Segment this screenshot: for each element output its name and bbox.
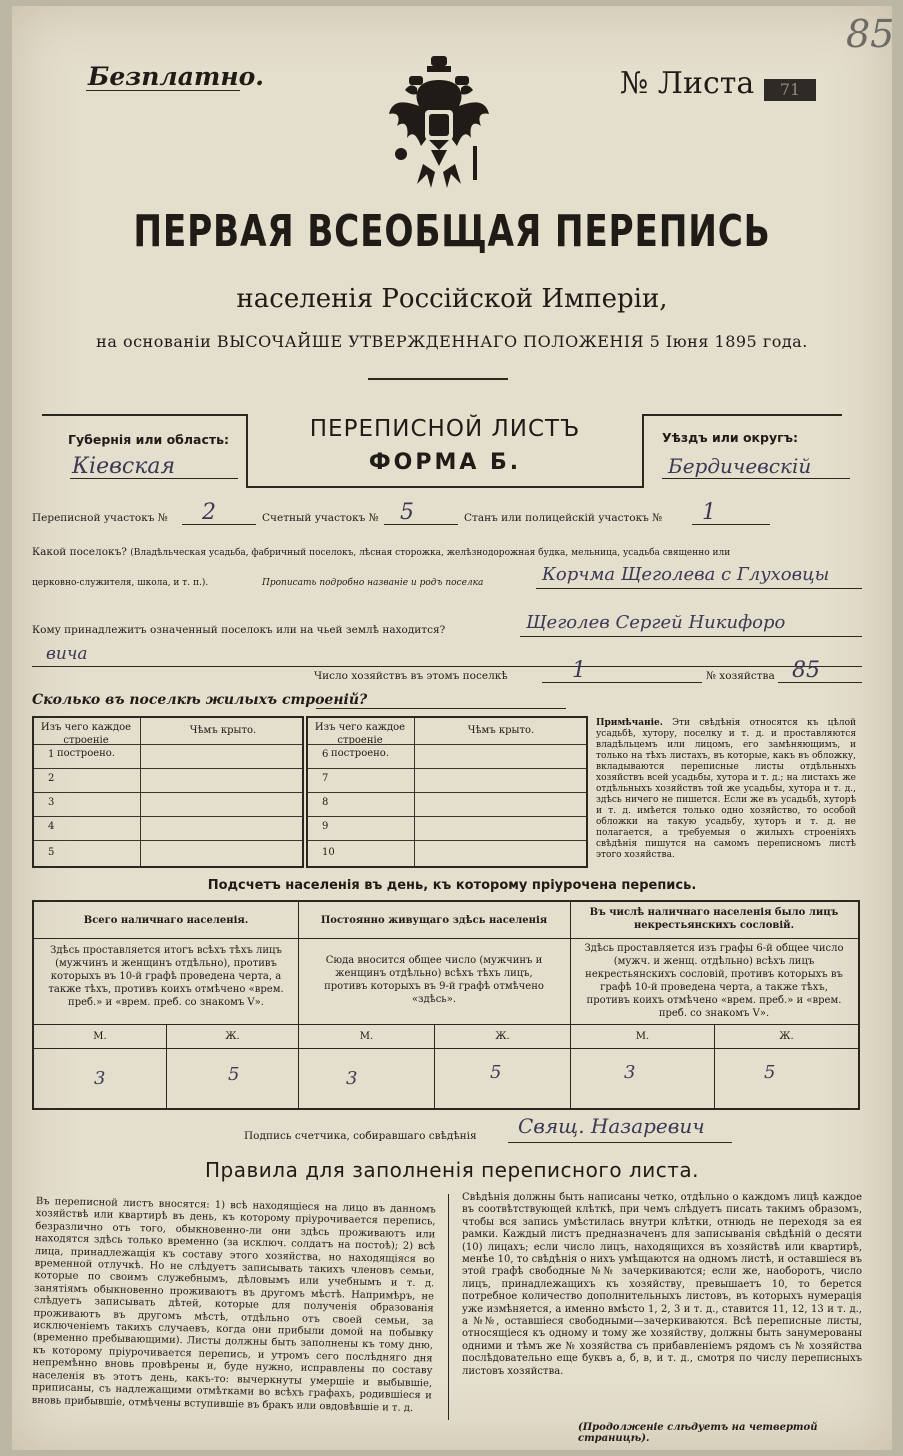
m-label-3: М. (635, 1031, 650, 1042)
settlement-instruction: Прописать подробно названіе и родъ поселка (262, 578, 484, 588)
signature-label: Подпись счетчика, собиравшаго свѣдѣнія (244, 1130, 477, 1142)
buildings-question: Сколько въ поселкѣ жилыхъ строеній? (32, 692, 368, 708)
buildings-table-right (306, 716, 588, 868)
district-label: Уѣздъ или округъ: (662, 430, 799, 445)
col-total-title: Всего наличнаго населенія. (83, 915, 249, 926)
permanent-male-value: 3 (346, 1068, 358, 1089)
buildings-row-number: 2 (48, 773, 55, 784)
buildings-col-material-2: Изъ чего каждое строеніе построено. (314, 722, 406, 759)
buildings-row (34, 768, 302, 793)
rules-left-text: Въ переписной листъ вносятся: 1) всѣ находящіеся на лицо въ данномъ хозяйствѣ или квартирѣ въ день, къ которому пріурочивается перепись, безразлично отъ того, обыкновенно-ли они здѣсь проживаютъ или находятся здѣсь только временно (за исключ. солдатъ на постоѣ); 2) всѣ лица, принадлежащія къ составу этого хозяйства, но находящіяся во временной отлучкѣ. Но не слѣдуетъ записывать такихъ членовъ семьи, которые по своимъ служебнымъ, дѣловымъ или учебнымъ и т. д. занятіямъ обыкновенно проживаютъ въ другомъ мѣстѣ. Напримѣръ, не слѣдуетъ записывать дѣтей, которые для полученія образованія проживаютъ въ другомъ мѣстѣ, отдѣльно отъ своей семьи, за исключеніемъ такихъ случаевъ, когда они прибыли домой на побывку (временно пребывающими). Листы должны быть заполнены къ тому дню, къ которому пріурочивается перепись, и утромъ сего послѣдняго дня непремѣнно вновь провѣрены и, буде нужно, исправлены по составу населенія въ этотъ день, какъ-то: вычеркнуты умершіе и выбывшіе, приписаны, съ надлежащими отмѣтками во всѣхъ графахъ, родившіеся и вновь прибывшіе, отмѣчены вступившіе въ бракъ или овдовѣвшіе и т. д. (31, 1196, 436, 1414)
buildings-row (308, 744, 586, 769)
buildings-row (34, 816, 302, 841)
settlement-question: Какой поселокъ? (32, 546, 127, 558)
f-label-1: Ж. (225, 1031, 240, 1042)
census-area-label: Переписной участокъ № (32, 512, 168, 524)
province-value: Кіевская (72, 454, 176, 479)
buildings-row-number: 1 (48, 749, 55, 760)
rules-title: Правила для заполненія переписного листа. (205, 1158, 699, 1182)
buildings-row (34, 744, 302, 769)
count-area-value: 5 (400, 500, 414, 525)
buildings-row-number: 10 (322, 847, 335, 858)
census-sheet (12, 6, 895, 1450)
double-headed-eagle-emblem (387, 54, 491, 194)
sheet-number-value (764, 79, 816, 101)
page-title: ПЕРВАЯ ВСЕОБЩАЯ ПЕРЕПИСЬ (133, 206, 771, 257)
station-value: 1 (702, 500, 716, 525)
total-male-value: 3 (94, 1068, 106, 1089)
nonpeasant-female-value: 5 (764, 1062, 776, 1083)
m-label-1: М. (93, 1031, 107, 1042)
sheet-number-label: № Листа (620, 66, 755, 101)
district-value: Бердичевскій (668, 454, 812, 478)
nonpeasant-male-value: 3 (624, 1062, 636, 1083)
m-label-2: М. (359, 1031, 374, 1042)
buildings-col-material: Изъ чего каждое строеніе построено. (40, 722, 132, 759)
total-female-value: 5 (228, 1064, 240, 1085)
buildings-row-number: 7 (322, 773, 329, 784)
form-head (42, 414, 862, 488)
note-text: Эти свѣдѣнія относятся къ цѣлой усадьбѣ, хутору, поселку и т. д. и проставляются владѣльцемъ или лицомъ, его замѣняющимъ, и только на тѣхъ листахъ, въ которые, какъ въ обложку, вкладываются переписные листы отдѣльныхъ хозяйствъ всей усадьбы, хутора и т. д.; на листахъ же отдѣльныхъ хозяйствъ той же усадьбы, хутора и т. д., здѣсь ничего не пишется. Если же въ усадьбѣ, хуторѣ и т. д. имѣется только одно хозяйство, то особой обложки на такую усадьбу, хуторъ и т. д. не полагается, а требуемыя о жилыхъ строеніяхъ свѣдѣнія пишутся на самомъ переписномъ листѣ этого хозяйства. (596, 718, 856, 860)
buildings-table-left (32, 716, 304, 868)
free-label: Безплатно. (88, 62, 264, 91)
col-permanent-text: Сюда вносится общее число (мужчинъ и женщинъ отдѣльно) всѣхъ тѣхъ лицъ, противъ которыхъ въ 9-й графѣ отмѣчено «здѣсь». (324, 955, 544, 1005)
buildings-row-number: 4 (48, 821, 55, 832)
buildings-row (308, 792, 586, 817)
f-label-3: Ж. (779, 1031, 794, 1042)
count-area-label: Счетный участокъ № (262, 512, 379, 524)
buildings-row-number: 6 (322, 749, 329, 760)
households-value: 1 (572, 658, 586, 683)
col-nonpeasant-text: Здѣсь проставляется изъ графы 6-й общее число (мужч. и женщ. отдѣльно) всѣхъ лицъ некрестьянскихъ сословій, противъ которыхъ въ графѣ 10-й проведена черта, а также тѣхъ, противъ коихъ отмѣчено «врем. преб.» и «врем. преб. со знакомъ V». (584, 943, 844, 1019)
province-label: Губернія или область: (68, 432, 230, 447)
buildings-note (596, 718, 856, 861)
settlement-hint-2: церковно-служителя, школа, и т. п.). (32, 578, 209, 588)
settlement-question-row (32, 546, 730, 559)
f-label-2: Ж. (495, 1031, 510, 1042)
households-label: Число хозяйствъ въ этомъ поселкѣ (314, 670, 508, 682)
buildings-row-number: 3 (48, 797, 55, 808)
legal-basis: на основаніи ВЫСОЧАЙШЕ УТВЕРЖДЕННАГО ПОЛОЖЕНІЯ 5 Іюня 1895 года. (96, 332, 808, 351)
buildings-row (308, 816, 586, 841)
note-lead: Примѣчаніе. (596, 718, 663, 728)
owner-question: Кому принадлежитъ означенный поселокъ или на чьей землѣ находится? (32, 624, 446, 636)
population-count-table (32, 900, 860, 1110)
rules-continued: (Продолженіе слѣдуетъ на четвертой страницѣ). (578, 1422, 818, 1444)
station-label: Станъ или полицейскій участокъ № (464, 512, 663, 524)
sheet-title: ПЕРЕПИСНОЙ ЛИСТЪ (309, 416, 581, 442)
sheet-number-text: 71 (779, 80, 801, 99)
col-total-text: Здѣсь проставляется итогъ всѣхъ тѣхъ лицъ (мужчинъ и женщинъ отдѣльно), противъ которыхъ въ 10-й графѣ проведена черта, а также тѣхъ, противъ коихъ отмѣчено «врем. преб.» и «врем. преб. со знакомъ V». (48, 945, 284, 1008)
signature-value: Свящ. Назаревич (518, 1114, 705, 1138)
buildings-row (34, 840, 302, 865)
census-area-value: 2 (202, 500, 216, 525)
owner-value-line2: вича (46, 644, 88, 664)
buildings-col-roof-2: Чѣмъ крыто. (467, 725, 535, 736)
buildings-row (308, 840, 586, 865)
buildings-row (308, 768, 586, 793)
household-number-label: № хозяйства (706, 670, 775, 682)
page-subtitle: населенія Россійской Имперіи, (236, 284, 668, 314)
buildings-row (34, 792, 302, 817)
corner-archive-number: 85 (846, 12, 895, 56)
settlement-value: Корчма Щеголева с Глуховцы (542, 564, 830, 585)
owner-value-line1: Щеголев Сергей Никифоро (526, 612, 786, 633)
buildings-row-number: 9 (322, 821, 329, 832)
buildings-row-number: 8 (322, 797, 329, 808)
buildings-row-number: 5 (48, 847, 55, 858)
col-permanent-title: Постоянно живущаго здѣсь населенія (320, 915, 548, 926)
rules-right-text: Свѣдѣнія должны быть написаны четко, отдѣльно о каждомъ лицѣ каждое въ соотвѣтствующей клѣткѣ, при чемъ слѣдуетъ писать такимъ образомъ, чтобы вся запись умѣстилась внутри клѣтки, отнюдь не переходя за ея рамки. Каждый листъ предназначенъ для записыванія свѣдѣній о десяти (10) лицахъ; если число лицъ, находящихся въ хозяйствѣ или квартирѣ, менѣе 10, то свѣдѣнія о нихъ умѣщаются на одномъ листѣ, и оставшіеся въ этой графѣ свободные №№ зачеркиваются; если же, наоборотъ, число лицъ, принадлежащихъ къ хозяйству, превышаетъ 10, то берется потребное количество дополнительныхъ листовъ, въ которыхъ нумерація уже измѣняется, а именно вмѣсто 1, 2, 3 и т. д., ставится 11, 12, 13 и т. д., а №№, оставшіеся свободными—зачеркиваются. Всѣ переписные листы, относящіеся къ одному и тому же хозяйству, должны быть занумерованы одними и тѣмъ же № хозяйства съ прибавленіемъ рядомъ съ № хозяйства послѣдовательно еще буквъ а, б, в, и т. д., смотря по числу переписныхъ листовъ хозяйства. (462, 1192, 862, 1377)
col-nonpeasant-title: Въ числѣ наличнаго населенія было лицъ некрестьянскихъ сословій. (589, 907, 839, 931)
buildings-col-roof: Чѣмъ крыто. (189, 725, 257, 736)
permanent-female-value: 5 (490, 1062, 502, 1083)
household-number-value: 85 (792, 658, 820, 683)
form-label: ФОРМА Б. (368, 450, 522, 475)
count-heading: Подсчетъ населенія въ день, къ которому пріурочена перепись. (207, 878, 697, 893)
settlement-hint: (Владѣльческая усадьба, фабричный поселокъ, лѣсная сторожка, желѣзнодорожная будка, мельница, усадьба священно или (130, 548, 731, 558)
